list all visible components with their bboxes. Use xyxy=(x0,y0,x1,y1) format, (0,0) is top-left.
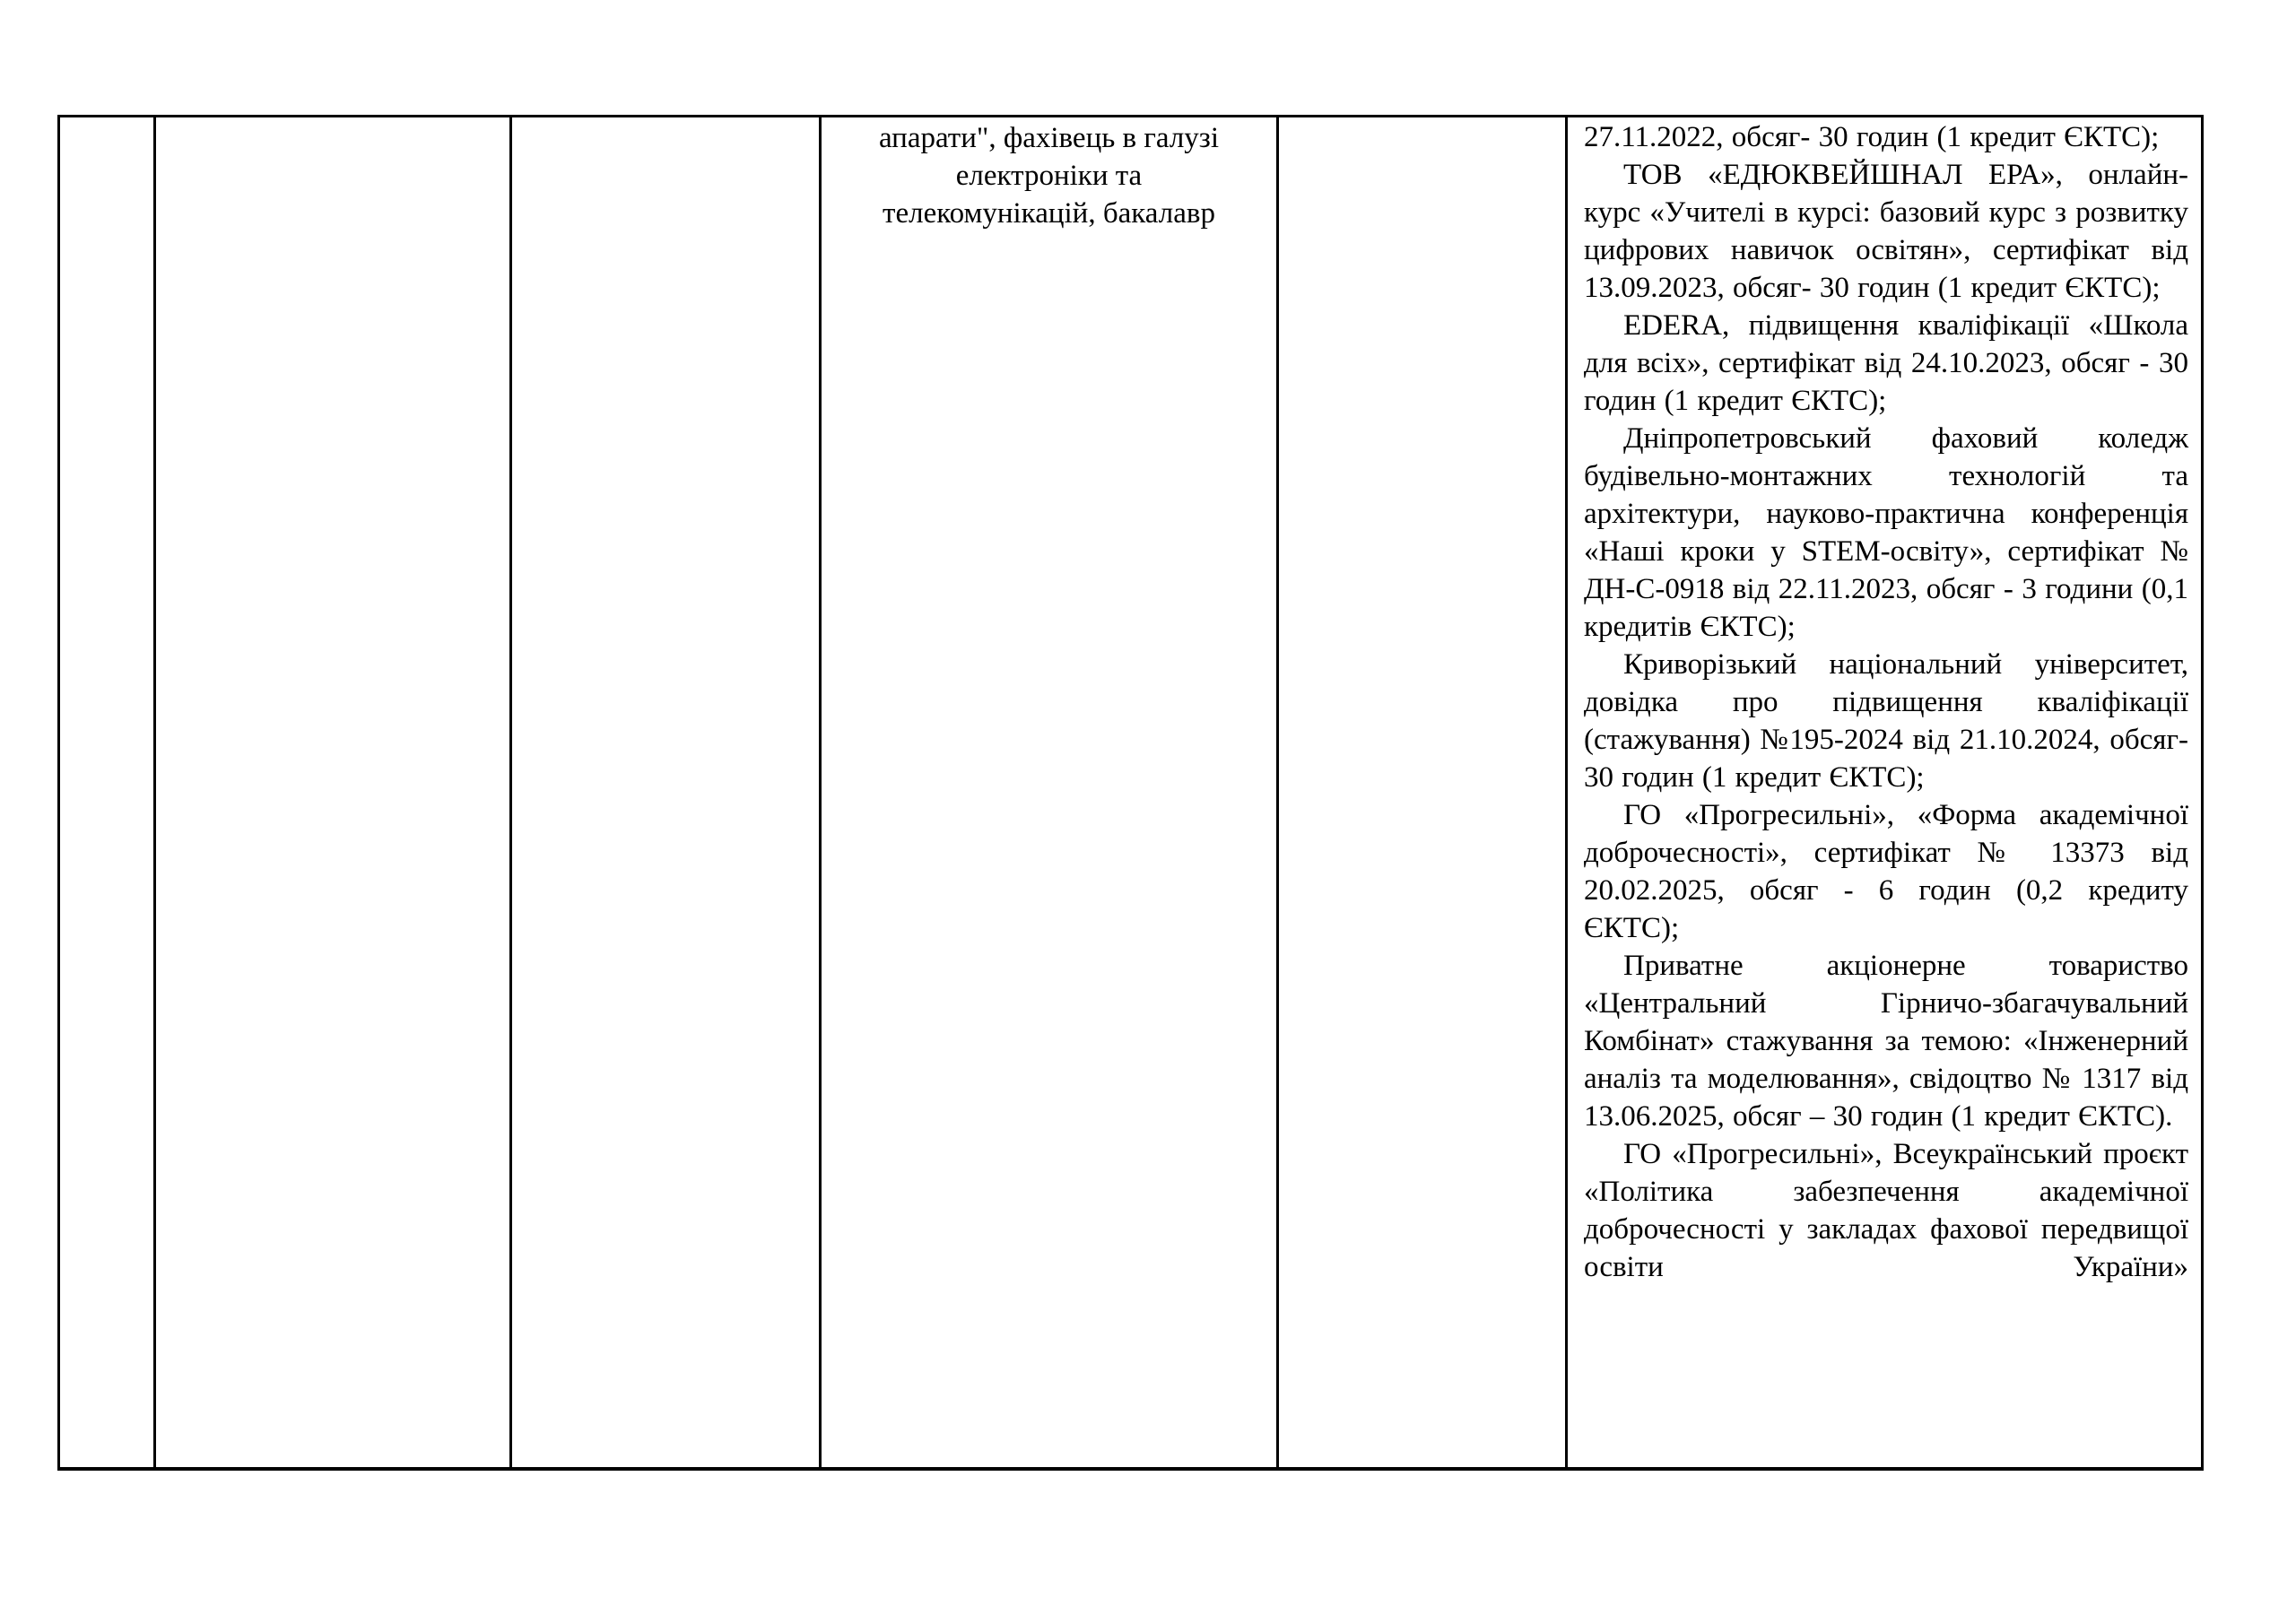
education-line: апарати", фахівець в галузі xyxy=(878,122,1220,154)
table-cell-position xyxy=(512,117,822,1467)
personnel-table-row xyxy=(57,115,2204,1471)
qualification-paragraph: Дніпропетровський фаховий коледж будівельно-монтажних технологій та архітектури, науково-практична конференція «Наші кроки у STEM-освіту», сертифікат № ДН-С-0918 від 22.11.2023, обсяг - 3 години (0,1 кредитів ЄКТС); xyxy=(1584,422,2188,643)
qualification-paragraph: EDERA, підвищення кваліфікації «Школа для всіх», сертифікат від 24.10.2023, обсяг - 30 годин (1 кредит ЄКТС); xyxy=(1584,309,2188,417)
qualification-paragraph: Криворізький національний університет, довідка про підвищення кваліфікації (стажування) №195-2024 від 21.10.2024, обсяг- 30 годин (1 кредит ЄКТС); xyxy=(1584,648,2188,794)
qualification-paragraph: ТОВ «ЕДЮКВЕЙШНАЛ ЕРА», онлайн-курс «Учителі в курсі: базовий курс з розвитку цифрових навичок освітян», сертифікат від 13.09.2023, обсяг- 30 годин (1 кредит ЄКТС); xyxy=(1584,159,2188,304)
qualification-paragraph: Приватне акціонерне товариство «Центральний Гірничо-збагачувальний Комбінат» стажування за темою: «Інженерний аналіз та моделювання», свідоцтво № 1317 від 13.06.2025, обсяг – 30 годин (1 кредит ЄКТС). xyxy=(1584,950,2188,1133)
education-line: телекомунікацій, бакалавр xyxy=(883,197,1215,230)
education-line: електроніки та xyxy=(955,160,1143,192)
table-cell-middle xyxy=(1279,117,1568,1467)
qualification-paragraph: 27.11.2022, обсяг- 30 годин (1 кредит ЄКТС); xyxy=(1584,121,2160,153)
education-cell-text xyxy=(822,117,1276,232)
table-cell-education xyxy=(822,117,1279,1467)
table-cell-number xyxy=(60,117,156,1467)
table-cell-name xyxy=(156,117,512,1467)
qualifications-cell-text xyxy=(1568,117,2201,1286)
qualification-paragraph: ГО «Прогресильні», «Форма академічної доброчесності», сертифікат № 13373 від 20.02.2025, обсяг - 6 годин (0,2 кредиту ЄКТС); xyxy=(1584,799,2188,944)
qualification-paragraph: ГО «Прогресильні», Всеукраїнський проєкт «Політика забезпечення академічної доброчесності у закладах фахової передвищої освіти України» xyxy=(1584,1138,2188,1283)
table-cell-qualifications xyxy=(1568,117,2201,1467)
